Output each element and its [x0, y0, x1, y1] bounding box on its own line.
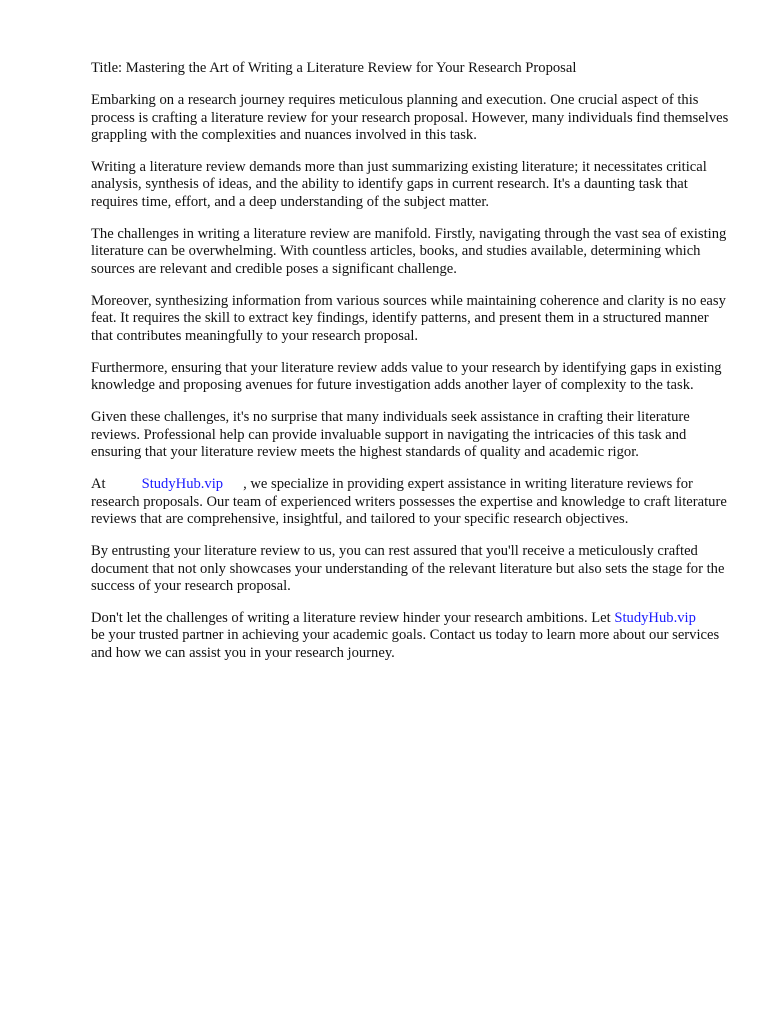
document-title: Title: Mastering the Art of Writing a Literature Review for Your Research Proposal	[91, 60, 577, 76]
service-prefix: At	[91, 476, 106, 493]
paragraph-assurance: By entrusting your literature review to us, you can rest assured that you'll receive a meticulously crafted document that not only showcases your understanding of the relevant literature but also sets the stage for the success of your research proposal.	[91, 543, 725, 594]
paragraph-demands: Writing a literature review demands more than just summarizing existing literature; it necessitates critical analysis, synthesis of ideas, and the ability to identify gaps in current research. It's a daunting task that requires time, effort, and a deep understanding of the subject matter.	[91, 159, 707, 210]
studyhub-link-closing[interactable]: StudyHub.vip	[614, 610, 696, 627]
closing-prefix: Don't let the challenges of writing a literature review hinder your research ambitions. Let	[91, 610, 611, 627]
paragraph-value: Furthermore, ensuring that your literature review adds value to your research by identifying gaps in existing knowledge and proposing avenues for future investigation adds another layer of complexity to the task.	[91, 359, 722, 394]
paragraph-closing	[91, 610, 731, 662]
document-page	[91, 60, 731, 677]
paragraph-assistance: Given these challenges, it's no surprise that many individuals seek assistance in crafting their literature reviews. Professional help can provide invaluable support in navigating the intricacies of this task and ensuring that your literature review meets the highest standards of quality and academic rigor.	[91, 409, 690, 461]
closing-suffix: be your trusted partner in achieving your academic goals. Contact us today to learn more about our services and how we can assist you in your research journey.	[91, 627, 720, 661]
paragraph-service	[91, 476, 731, 528]
paragraph-intro: Embarking on a research journey requires meticulous planning and execution. One crucial aspect of this process is crafting a literature review for your research proposal. However, many individuals find themselves grappling with the complexities and nuances involved in this task.	[91, 92, 729, 143]
paragraph-synthesizing: Moreover, synthesizing information from various sources while maintaining coherence and clarity is no easy feat. It requires the skill to extract key findings, identify patterns, and present them in a structured manner that contributes meaningfully to your research proposal.	[91, 292, 726, 344]
service-suffix: , we specialize in providing expert assistance in writing literature reviews for research proposals. Our team of experienced writers possesses the expertise and knowledge to craft literature reviews that are comprehensive, insightful, and tailored to your specific research objectives.	[91, 476, 727, 527]
studyhub-link[interactable]: StudyHub.vip	[141, 476, 224, 493]
paragraph-challenges: The challenges in writing a literature review are manifold. Firstly, navigating through the vast sea of existing literature can be overwhelming. With countless articles, books, and studies available, determining which sources are relevant and credible poses a significant challenge.	[91, 226, 727, 277]
